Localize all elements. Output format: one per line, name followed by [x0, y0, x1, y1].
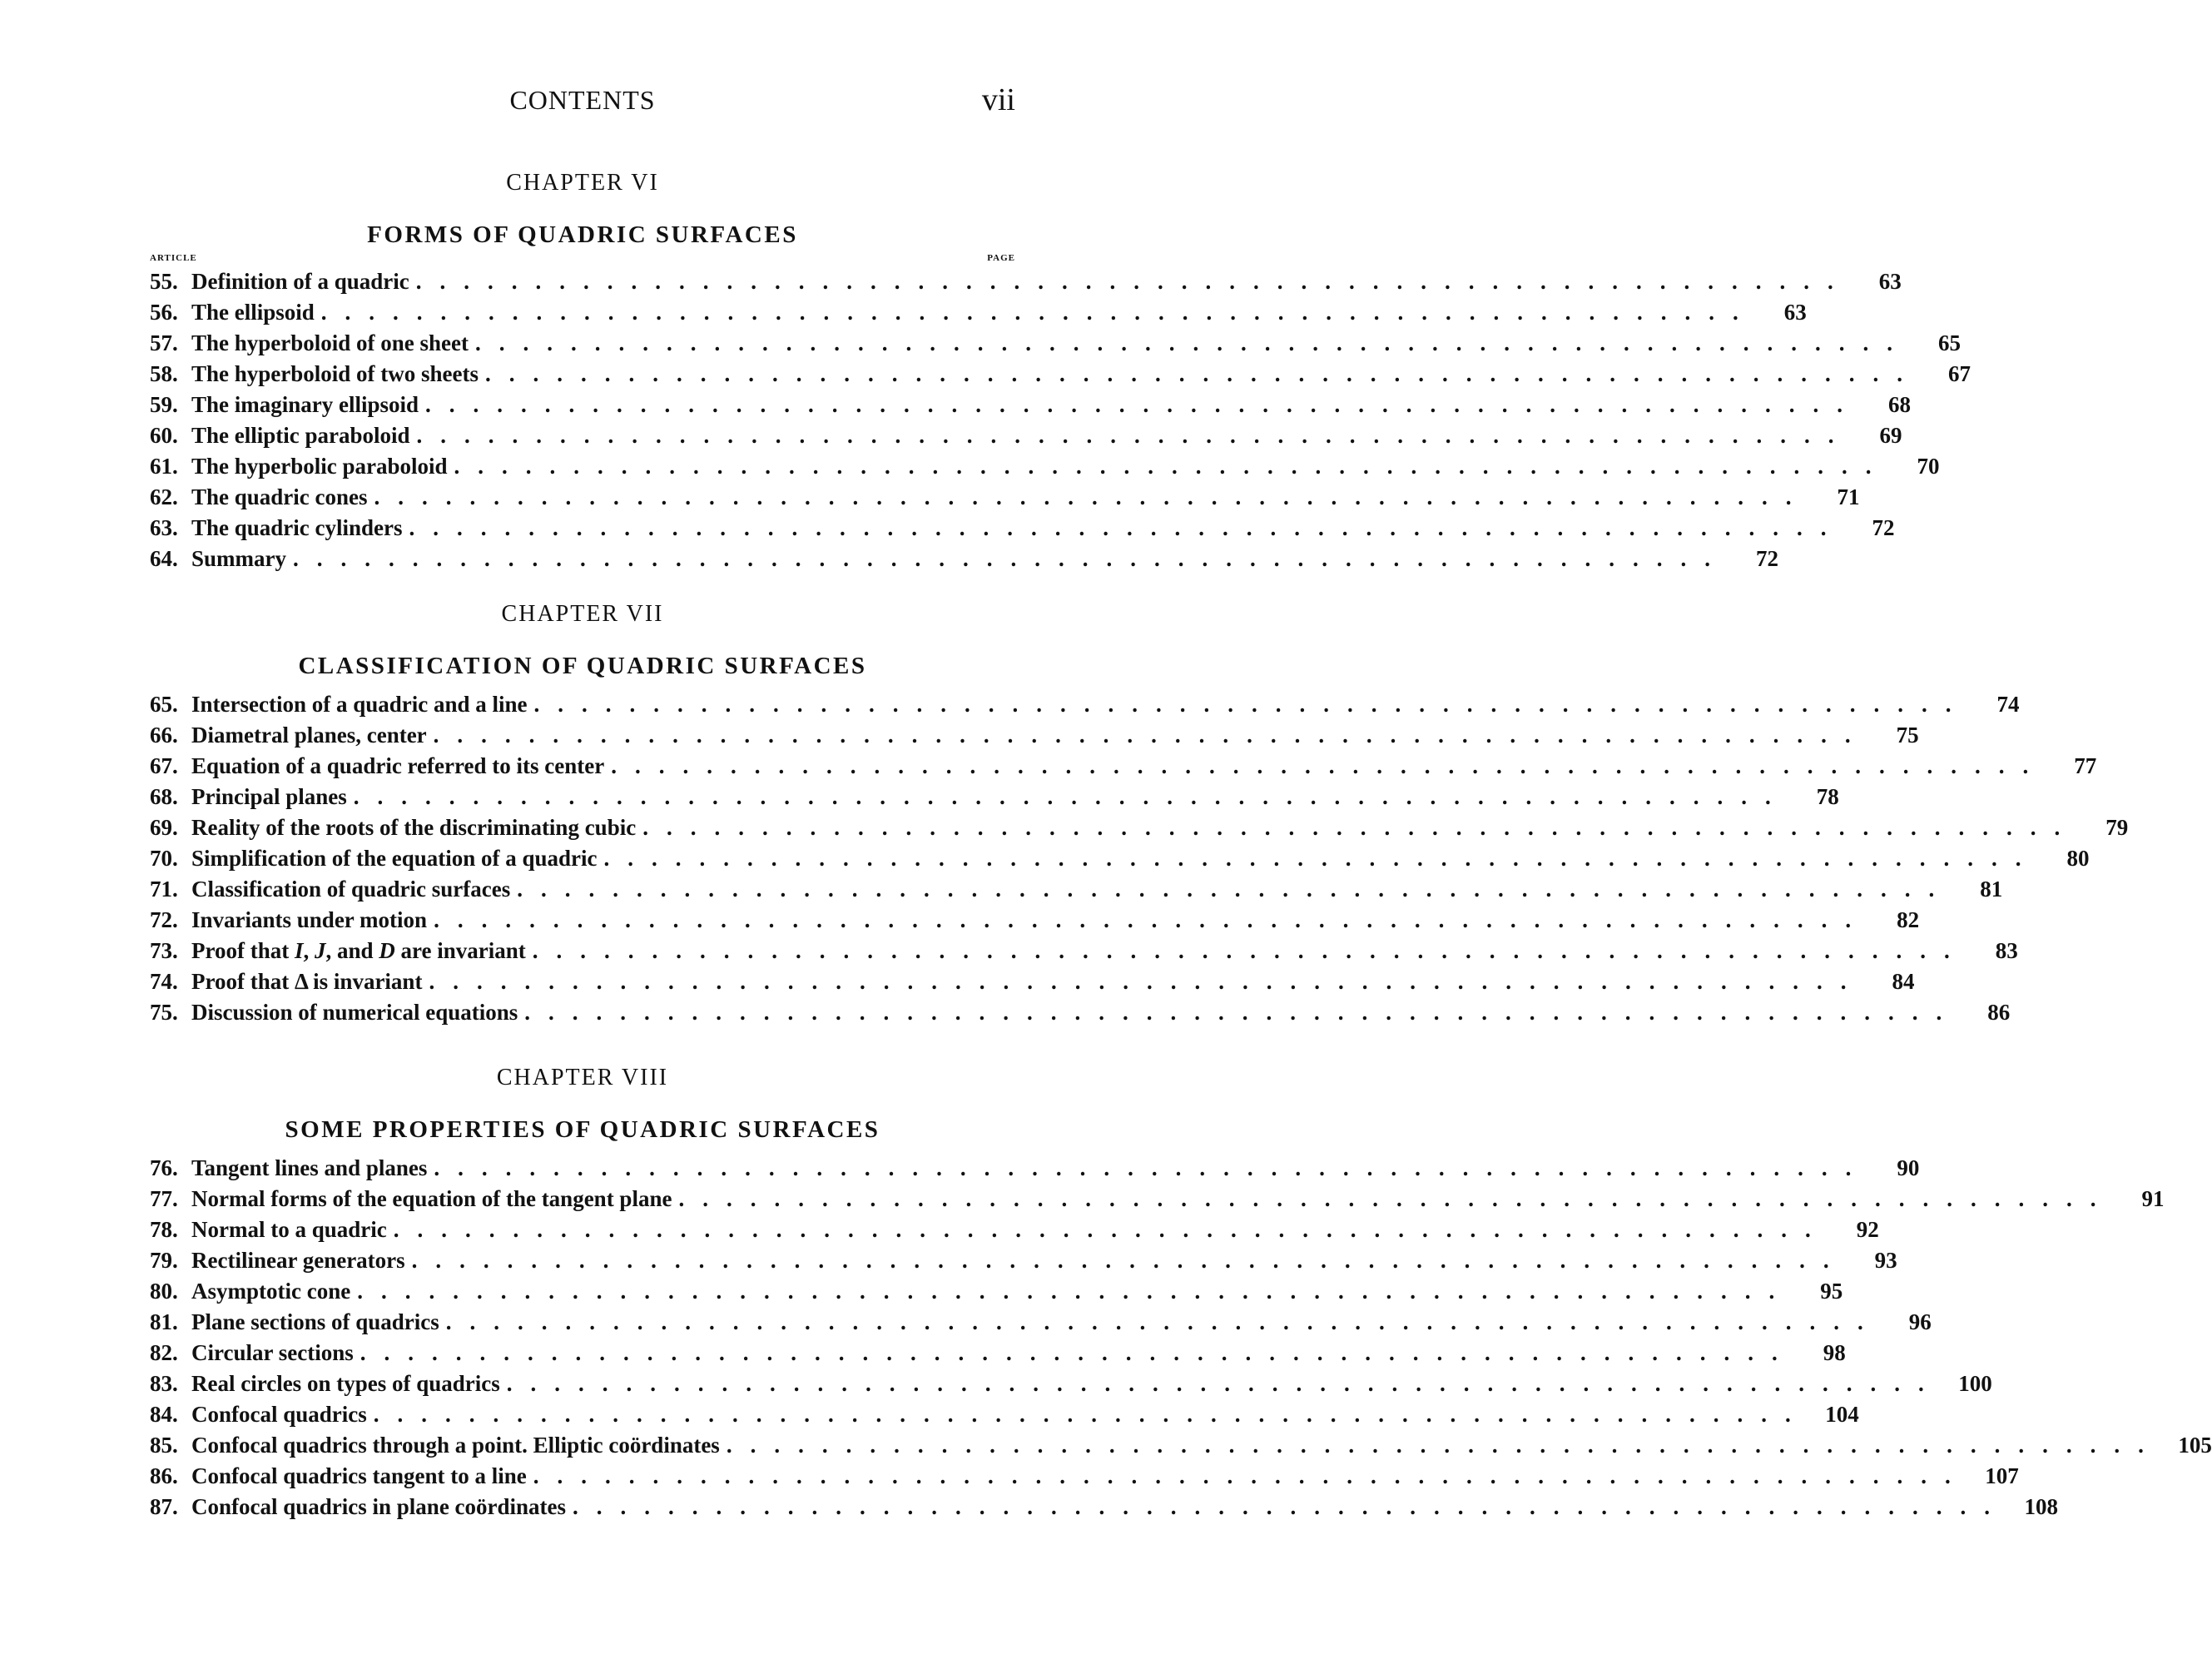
dot-leader: ............................................................	[360, 1340, 1796, 1365]
dot-leader: ............................................................	[393, 1217, 1829, 1242]
dot-leader: ............................................................	[434, 1155, 1870, 1180]
toc-entry[interactable]	[150, 1368, 1992, 1399]
article-number: 55.	[150, 269, 178, 294]
dot-leader: ............................................................	[353, 784, 1789, 809]
dot-leader: ............................................................	[642, 815, 2079, 840]
article-number: 84.	[150, 1402, 178, 1427]
page-ref: 81	[1980, 877, 2003, 902]
dot-leader: ............................................................	[611, 753, 2047, 778]
toc-entry[interactable]	[150, 720, 1919, 751]
page-ref: 96	[1908, 1309, 1932, 1334]
dot-leader: ............................................................	[411, 1248, 1847, 1273]
article-title: Diametral planes, center	[191, 723, 427, 748]
page-ref: 95	[1820, 1279, 1843, 1304]
article-number: 63.	[150, 515, 178, 540]
toc-entry[interactable]	[150, 297, 1807, 328]
dot-leader: ............................................................	[373, 1402, 1809, 1427]
article-title: Proof that I, J, and D are invariant	[191, 938, 526, 963]
toc-entry[interactable]	[150, 1492, 2059, 1522]
dot-leader: ............................................................	[532, 938, 1968, 963]
article-title: Plane sections of quadrics	[191, 1309, 439, 1334]
dot-leader: ............................................................	[533, 692, 1970, 717]
dot-leader: ............................................................	[573, 1494, 2009, 1519]
page-ref: 70	[1917, 454, 1940, 479]
article-number: 83.	[150, 1371, 178, 1396]
toc-entry[interactable]	[150, 1399, 1859, 1430]
page-ref: 67	[1948, 361, 1971, 386]
article-number: 87.	[150, 1494, 178, 1519]
dot-leader: ............................................................	[434, 907, 1870, 932]
page-ref: 91	[2141, 1186, 2165, 1211]
article-number: 71.	[150, 877, 178, 902]
article-title: Asymptotic cone	[191, 1279, 351, 1304]
article-title: Classification of quadric surfaces	[191, 877, 511, 902]
article-title: Rectilinear generators	[191, 1248, 405, 1273]
article-number: 80.	[150, 1279, 178, 1304]
article-title: The hyperbolic paraboloid	[191, 454, 448, 479]
dot-leader: ............................................................	[524, 1000, 1961, 1025]
toc-entry[interactable]	[150, 420, 1902, 451]
toc-entry[interactable]	[150, 689, 2020, 720]
toc-entry[interactable]	[150, 997, 2011, 1028]
article-title: Normal to a quadric	[191, 1217, 387, 1242]
dot-leader: ............................................................	[533, 1463, 1969, 1488]
chapter-title: CLASSIFICATION OF QUADRIC SURFACES	[298, 653, 867, 679]
article-title: The quadric cylinders	[191, 515, 403, 540]
dot-leader: ............................................................	[475, 330, 1912, 355]
page-ref: 78	[1816, 784, 1839, 809]
article-number: 69.	[150, 815, 178, 840]
toc-entry[interactable]	[150, 1245, 1897, 1276]
page-ref: 82	[1897, 907, 1920, 932]
chapter-label: CHAPTER VI	[506, 170, 659, 196]
article-title: The elliptic paraboloid	[191, 423, 410, 448]
toc-entry[interactable]	[150, 482, 1860, 513]
page-ref: 104	[1825, 1402, 1859, 1427]
article-number: 64.	[150, 546, 178, 571]
dot-leader: ............................................................	[293, 546, 1728, 571]
article-number: 72.	[150, 907, 178, 932]
page-ref: 90	[1897, 1155, 1920, 1180]
toc-entry[interactable]	[150, 782, 1839, 812]
article-number: 70.	[150, 846, 178, 871]
toc-entry[interactable]	[150, 874, 2003, 905]
article-number: 62.	[150, 484, 178, 509]
article-number: 57.	[150, 330, 178, 355]
chapter-section	[150, 598, 2129, 1028]
article-number: 75.	[150, 1000, 178, 1025]
article-title: The hyperboloid of one sheet	[191, 330, 469, 355]
dot-leader: ............................................................	[603, 846, 2040, 871]
article-title: Reality of the roots of the discriminating cubic	[191, 815, 637, 840]
page-ref: 83	[1995, 938, 2018, 963]
toc-entry[interactable]	[150, 1430, 2212, 1461]
article-number: 60.	[150, 423, 178, 448]
dot-leader: ............................................................	[429, 969, 1865, 994]
article-number: 56.	[150, 300, 178, 325]
article-number: 67.	[150, 753, 178, 778]
toc-entry[interactable]	[150, 751, 2097, 782]
article-title: Intersection of a quadric and a line	[191, 692, 528, 717]
page-title: CONTENTS	[509, 85, 656, 115]
article-number: 77.	[150, 1186, 178, 1211]
page-ref: 69	[1879, 423, 1902, 448]
toc-entry[interactable]	[150, 328, 1962, 359]
dot-leader: ............................................................	[320, 300, 1757, 325]
page-ref: 79	[2105, 815, 2129, 840]
toc-entry[interactable]	[150, 1338, 1846, 1368]
page-ref: 80	[2066, 846, 2090, 871]
dot-leader: ............................................................	[409, 515, 1845, 540]
page-ref: 68	[1888, 392, 1912, 417]
toc-entry[interactable]	[150, 1214, 1879, 1245]
article-title: Principal planes	[191, 784, 347, 809]
column-head-page: PAGE	[987, 253, 1015, 263]
article-title: The ellipsoid	[191, 300, 315, 325]
article-number: 59.	[150, 392, 178, 417]
running-head	[150, 82, 1015, 123]
page-ref: 100	[1958, 1371, 1992, 1396]
article-number: 73.	[150, 938, 178, 963]
dot-leader: ............................................................	[415, 269, 1852, 294]
article-number: 74.	[150, 969, 178, 994]
article-title: Confocal quadrics in plane coördinates	[191, 1494, 567, 1519]
dot-leader: ............................................................	[433, 723, 1869, 748]
toc-entry[interactable]	[150, 812, 2129, 843]
dot-leader: ............................................................	[517, 877, 1953, 902]
article-title: Equation of a quadric referred to its center	[191, 753, 605, 778]
dot-leader: ............................................................	[454, 454, 1890, 479]
page-ref: 93	[1874, 1248, 1897, 1273]
toc-entry[interactable]	[150, 1307, 1932, 1338]
article-title: Confocal quadrics through a point. Elliptic coördinates	[191, 1433, 720, 1458]
article-title: Confocal quadrics tangent to a line	[191, 1463, 527, 1488]
chapter-title: SOME PROPERTIES OF QUADRIC SURFACES	[285, 1116, 880, 1143]
dot-leader: ............................................................	[416, 423, 1852, 448]
article-title: Confocal quadrics	[191, 1402, 367, 1427]
dot-leader: ............................................................	[506, 1371, 1942, 1396]
toc-entry[interactable]	[150, 1461, 2019, 1492]
page-ref: 72	[1872, 515, 1895, 540]
toc-entry[interactable]	[150, 1153, 1920, 1184]
article-title: Discussion of numerical equations	[191, 1000, 518, 1025]
column-head-article: ARTICLE	[150, 253, 197, 263]
page-number: vii	[981, 82, 1015, 117]
toc-entry[interactable]	[150, 390, 1912, 420]
article-title: Simplification of the equation of a quadric	[191, 846, 598, 871]
toc-entry[interactable]	[150, 966, 1915, 997]
page-ref: 74	[1996, 692, 2020, 717]
dot-leader: ............................................................	[425, 392, 1862, 417]
column-heads	[150, 253, 1015, 266]
page-ref: 77	[2074, 753, 2097, 778]
toc-entry[interactable]	[150, 936, 2018, 966]
toc-entry-list	[150, 266, 1971, 574]
article-title: The quadric cones	[191, 484, 368, 509]
page-ref: 105	[2178, 1433, 2212, 1458]
article-title: Circular sections	[191, 1340, 354, 1365]
page-ref: 108	[2024, 1494, 2059, 1519]
article-number: 85.	[150, 1433, 178, 1458]
article-number: 79.	[150, 1248, 178, 1273]
page-ref: 63	[1783, 300, 1807, 325]
toc-entry[interactable]	[150, 266, 1902, 297]
article-title: The hyperboloid of two sheets	[191, 361, 479, 386]
chapter-section	[150, 166, 1971, 574]
article-title: The imaginary ellipsoid	[191, 392, 419, 417]
page-ref: 65	[1938, 330, 1962, 355]
dot-leader: ............................................................	[678, 1186, 2115, 1211]
article-title: Proof that Δ is invariant	[191, 969, 423, 994]
article-title: Real circles on types of quadrics	[191, 1371, 500, 1396]
toc-entry[interactable]	[150, 843, 2090, 874]
dot-leader: ............................................................	[357, 1279, 1793, 1304]
page-ref: 84	[1892, 969, 1915, 994]
dot-leader: ............................................................	[485, 361, 1922, 386]
toc-entry[interactable]	[150, 451, 1940, 482]
article-number: 68.	[150, 784, 178, 809]
dot-leader: ............................................................	[445, 1309, 1882, 1334]
article-number: 76.	[150, 1155, 178, 1180]
toc-entry[interactable]	[150, 1276, 1843, 1307]
dot-leader: ............................................................	[374, 484, 1810, 509]
chapter-title: FORMS OF QUADRIC SURFACES	[367, 221, 798, 248]
page-ref: 92	[1856, 1217, 1879, 1242]
toc-entry[interactable]	[150, 544, 1778, 574]
article-title: Invariants under motion	[191, 907, 428, 932]
article-title: Tangent lines and planes	[191, 1155, 428, 1180]
page-ref: 71	[1837, 484, 1860, 509]
chapter-label: CHAPTER VII	[501, 601, 664, 627]
page-ref: 72	[1756, 546, 1778, 571]
chapter-section	[150, 1061, 2212, 1522]
toc-entry-list	[150, 689, 2129, 1028]
page-ref: 98	[1823, 1340, 1846, 1365]
article-number: 65.	[150, 692, 178, 717]
article-number: 81.	[150, 1309, 178, 1334]
dot-leader: ............................................................	[726, 1433, 2162, 1458]
article-title: Summary	[191, 546, 286, 571]
toc-entry[interactable]	[150, 359, 1971, 390]
article-number: 58.	[150, 361, 178, 386]
article-number: 86.	[150, 1463, 178, 1488]
page-ref: 75	[1896, 723, 1919, 748]
toc-entry-list	[150, 1153, 2212, 1522]
page-ref: 107	[1985, 1463, 2019, 1488]
toc-entry[interactable]	[150, 513, 1895, 544]
article-title: Normal forms of the equation of the tangent plane	[191, 1186, 672, 1211]
article-number: 61.	[150, 454, 178, 479]
toc-entry[interactable]	[150, 1184, 2165, 1214]
page-ref: 63	[1878, 269, 1902, 294]
toc-entry[interactable]	[150, 905, 1920, 936]
article-number: 82.	[150, 1340, 178, 1365]
article-number: 78.	[150, 1217, 178, 1242]
article-title: Definition of a quadric	[191, 269, 409, 294]
page-ref: 86	[1987, 1000, 2011, 1025]
chapter-label: CHAPTER VIII	[496, 1065, 669, 1090]
article-number: 66.	[150, 723, 178, 748]
